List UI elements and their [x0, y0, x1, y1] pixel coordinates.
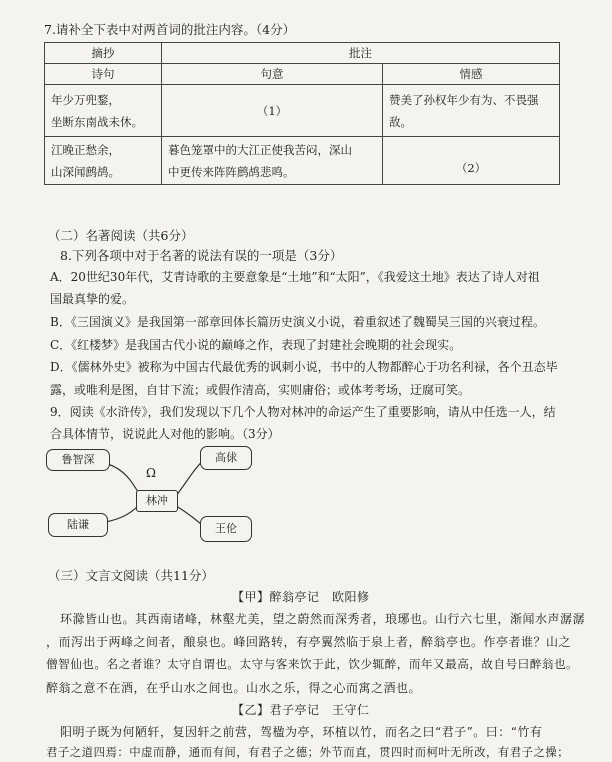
section2-heading: （二）名著阅读（共6分）	[48, 228, 194, 243]
text-a-line3: 僧智仙也。名之者谁？太守自谓也。太守与客来饮于此，饮少辄醉，而年又最高，故自号曰醉翁也。	[46, 657, 579, 671]
header-meaning: 句意	[162, 64, 383, 85]
row1-feeling-b: 敌。	[389, 114, 412, 129]
text-a-line1: 环滁皆山也。其西南诸峰，林壑尤美，望之蔚然而深秀者，琅琊也。山行六七里，渐闻水声潺潺	[60, 612, 586, 626]
option-b: B．《三国演义》是我国第一部章回体长篇历史演义小说，着重叙述了魏蜀吴三国的兴衰过程。	[50, 315, 545, 329]
q7-title: 7.请补全下表中对两首词的批注内容。（4分）	[44, 22, 296, 37]
header-excerpt: 摘抄	[45, 43, 162, 64]
row2-meaning-a: 暮色笼罩中的大江正使我苦闷，深山	[168, 142, 352, 157]
header-line: 诗句	[45, 64, 162, 85]
text-b-line2: 君子之道四焉：中虚而静，通而有间，有君子之德；外节而直，贯四时而柯叶无所改，有君子之操；	[46, 745, 570, 759]
q8-title: 8.下列各项中对于名著的说法有误的一项是（3分）	[60, 248, 343, 263]
text-b-title: 【乙】君子亭记 王守仁	[232, 703, 370, 717]
row1-feeling-a: 赞美了孙权年少有为、不畏强	[389, 92, 539, 107]
q9-line1: 9．阅读《水浒传》，我们发现以下几个人物对林冲的命运产生了重要影响，请从中任选一人，结	[50, 405, 556, 419]
header-annotation: 批注	[162, 43, 560, 64]
option-d-line1: D．《儒林外史》被称为中国古代最优秀的讽刺小说，书中的人物都醉心于功名利禄，各个丑态毕	[50, 360, 558, 374]
node-lu-qian: 陆谦	[48, 513, 108, 537]
option-a-line2: 国最真挚的爱。	[50, 292, 135, 306]
row1-line-a: 年少万兜鍪，	[51, 92, 120, 107]
option-a-line1: A．20世纪30年代，艾青诗歌的主要意象是“土地”和“太阳”，《我爱这土地》表达了诗人对祖	[50, 270, 540, 284]
text-a-line2: ，而泻出于两峰之间者，酿泉也。峰回路转，有亭翼然临于泉上者，醉翁亭也。作亭者谁？山之	[46, 635, 572, 649]
node-wang-lun: 王伦	[200, 516, 252, 542]
node-gao-qiu: 高俅	[200, 446, 252, 470]
option-d-line2: 露，或唯利是图，自甘下流；或假作清高，实则庸俗；或体考考场，迂腐可笑。	[50, 383, 471, 397]
row2-meaning-b: 中更传来阵阵鹧鸪悲鸣。	[168, 164, 295, 179]
text-a-line4: 醉翁之意不在酒，在乎山水之间也。山水之乐，得之心而寓之酒也。	[46, 681, 422, 695]
row2-feeling: （2）	[383, 137, 560, 185]
text-a-title: 【甲】醉翁亭记 欧阳修	[232, 590, 370, 604]
row1-line-b: 坐断东南战未休。	[51, 114, 143, 129]
option-c: C．《红楼梦》是我国古代小说的巅峰之作，表现了封建社会晚期的社会现实。	[50, 338, 462, 352]
row1-meaning: （1）	[162, 85, 383, 137]
header-feeling: 情感	[383, 64, 560, 85]
text-b-line1: 阳明子既为何陋轩，复因轩之前营，驾楹为亭，环植以竹，而名之曰“君子”。曰：“竹有	[60, 725, 543, 739]
section3-heading: （三）文言文阅读（共11分）	[48, 568, 214, 583]
row2-line-a: 江晚正愁余，	[51, 142, 120, 157]
row2-line-b: 山深闻鹧鸪。	[51, 164, 120, 179]
q9-line2: 合具体情节，说说此人对他的影响。（3分）	[50, 427, 280, 441]
node-lin-chong: 林冲	[136, 490, 178, 512]
node-lu-zhishen: 鲁智深	[46, 449, 110, 471]
omega-glyph: Ω	[146, 466, 156, 480]
